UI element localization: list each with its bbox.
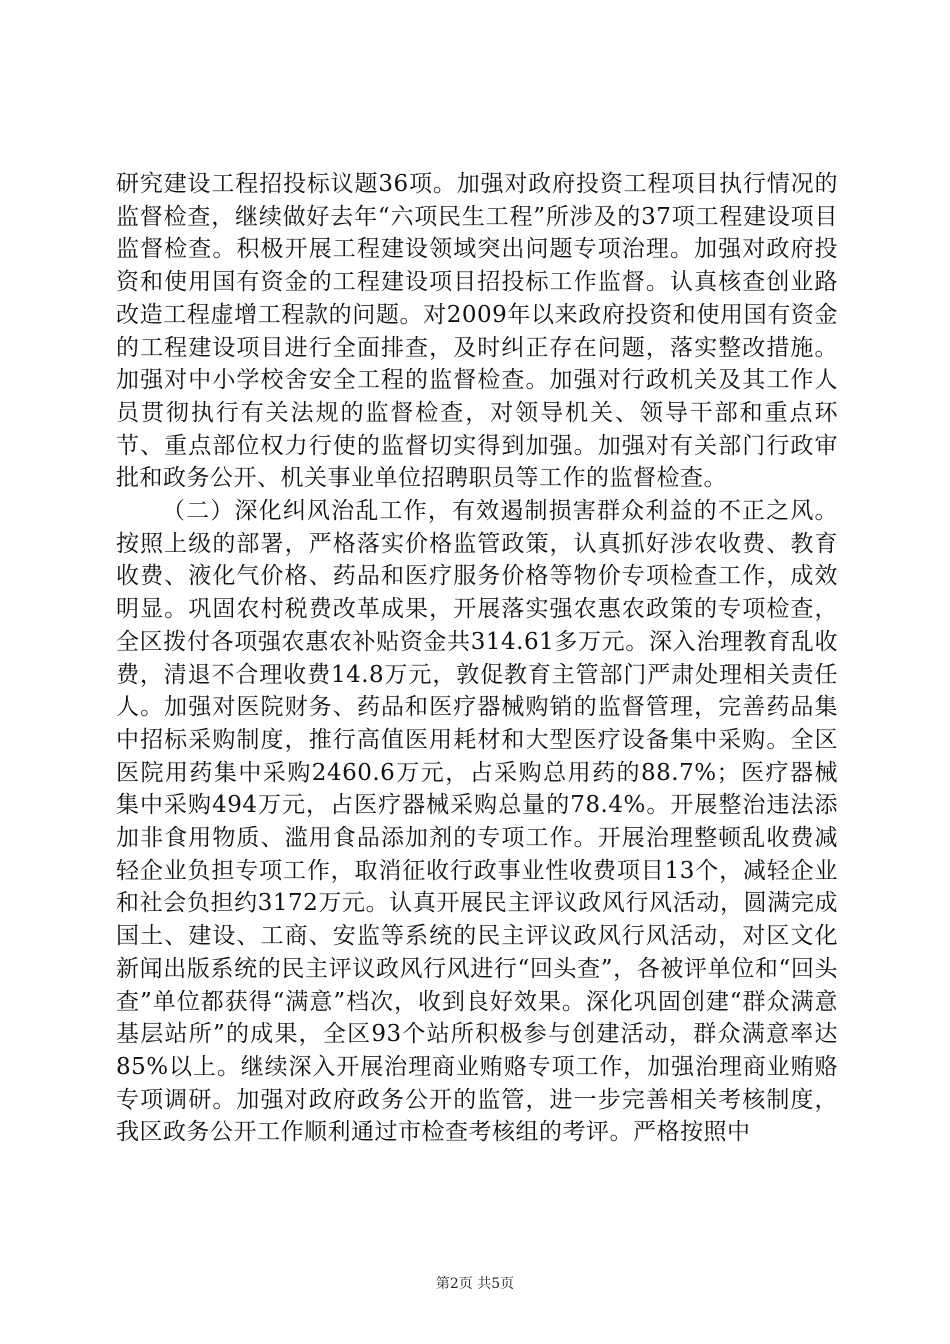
paragraph-continuation: 研究建设工程招投标议题36项。加强对政府投资工程项目执行情况的监督检查，继续做好去年“六项民生工程”所涉及的37项工程建设项目监督检查。积极开展工程建设领域突出问题专项治理。加强对政府投资和使用国有资金的工程建设项目招投标工作监督。认真核查创业路改造工程虚增工程款的问题。对2009年以来政府投资和使用国有资金的工程建设项目进行全面排查，及时纠正存在问题，落实整改措施。加强对中小学校舍安全工程的监督检查。加强对行政机关及其工作人员贯彻执行有关法规的监督检查，对领导机关、领导干部和重点环节、重点部位权力行使的监督切实得到加强。加强对有关部门行政审批和政务公开、机关事业单位招聘职员等工作的监督检查。 [116,171,838,492]
page-footer: 第2页 共5页 [435,1276,515,1292]
document-body [116,168,838,1149]
paragraph-section-two: （二）深化纠风治乱工作，有效遏制损害群众利益的不正之风。按照上级的部署，严格落实价格监管政策，认真抓好涉农收费、教育收费、液化气价格、药品和医疗服务价格等物价专项检查工作，成效明显。巩固农村税费改革成果，开展落实强农惠农政策的专项检查，全区拨付各项强农惠农补贴资金共314.61多万元。深入治理教育乱收费，清退不合理收费14.8万元，敦促教育主管部门严肃处理相关责任人。加强对医院财务、药品和医疗器械购销的监督管理，完善药品集中招标采购制度，推行高值医用耗材和大型医疗设备集中采购。全区医院用药集中采购2460.6万元，占采购总用药的88.7%；医疗器械集中采购494万元，占医疗器械采购总量的78.4%。开展整治违法添加非食用物质、滥用食品添加剂的专项工作。开展治理整顿乱收费减轻企业负担专项工作，取消征收行政事业性收费项目13个，减轻企业和社会负担约3172万元。认真开展民主评议政风行风活动，圆满完成国土、建设、工商、安监等系统的民主评议政风行风活动，对区文化新闻出版系统的民主评议政风行风进行“回头查”，各被评单位和“回头查”单位都获得“满意”档次，收到良好效果。深化巩固创建“群众满意基层站所”的成果，全区93个站所积极参与创建活动，群众满意率达85%以上。继续深入开展治理商业贿赂专项工作，加强治理商业贿赂专项调研。加强对政府政务公开的监管，进一步完善相关考核制度，我区政务公开工作顺利通过市检查考核组的考评。严格按照中 [116,498,838,1146]
